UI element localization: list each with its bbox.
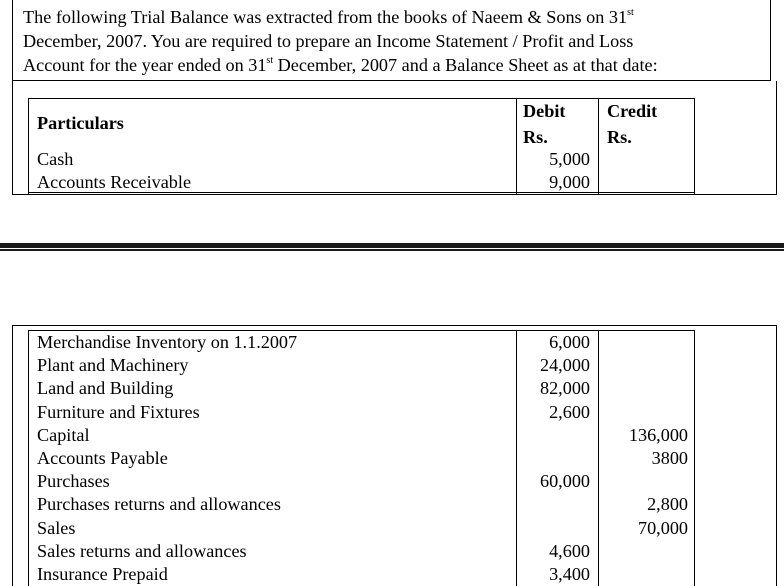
row-debit: 60,000 — [539, 471, 590, 492]
row-particular: Accounts Receivable — [37, 172, 192, 192]
row-debit: 82,000 — [539, 378, 590, 399]
table-left-border — [28, 98, 29, 194]
credit-column-divider — [598, 98, 599, 194]
row-particular: Purchases returns and allowances — [37, 494, 281, 515]
table2-left-border — [28, 330, 29, 586]
row-credit: 3800 — [651, 448, 688, 468]
row-particular: Merchandise Inventory on 1.1.2007 — [37, 332, 298, 352]
header-debit-unit: Rs. — [523, 127, 548, 147]
row-debit: 3,400 — [549, 564, 590, 584]
row-particular: Insurance Prepaid — [37, 564, 168, 584]
intro-line-2: December, 2007. You are required to prepare an Income Statement / Profit and Loss — [23, 31, 634, 51]
intro-line-3-tail: December, 2007 and a Balance Sheet as at that date: — [273, 55, 658, 75]
intro-line-1-text: The following Trial Balance was extracted from the books of Naeem & Sons on 31 — [23, 7, 628, 27]
row-debit: 24,000 — [539, 355, 590, 376]
row-particular: Cash — [37, 149, 74, 169]
table-right-border — [694, 98, 695, 194]
intro-line-3 — [23, 53, 762, 77]
page-break-thin — [0, 249, 784, 251]
row-debit: 2,600 — [549, 401, 590, 422]
row-particular: Purchases — [37, 471, 110, 492]
table-top-border — [28, 98, 695, 99]
header-credit: Credit — [607, 101, 658, 121]
row-particular: Capital — [37, 424, 90, 445]
header-debit: Debit — [523, 101, 566, 121]
row-particular: Furniture and Fixtures — [37, 401, 200, 422]
header-particulars: Particulars — [37, 113, 124, 133]
row-credit: 2,800 — [647, 494, 688, 515]
row-particular: Sales — [37, 517, 76, 538]
row-credit: 70,000 — [637, 517, 688, 538]
row-debit: 9,000 — [549, 172, 590, 192]
row-particular: Sales returns and allowances — [37, 540, 247, 561]
page-break-thick — [0, 243, 784, 248]
header-credit-unit: Rs. — [607, 127, 632, 147]
row-credit: 136,000 — [628, 424, 688, 445]
row-particular: Accounts Payable — [37, 448, 168, 468]
row-particular: Land and Building — [37, 378, 174, 399]
intro-line-1 — [23, 5, 762, 29]
row-debit: 4,600 — [549, 540, 590, 561]
row-debit: 5,000 — [549, 149, 590, 169]
table2-right-border — [694, 330, 695, 586]
intro-paragraph — [12, 0, 771, 81]
row-particular: Plant and Machinery — [37, 355, 189, 376]
intro-line-3-text: Account for the year ended on 31 — [23, 55, 267, 75]
intro-line-1-sup: st — [627, 7, 634, 18]
row-debit: 6,000 — [549, 332, 590, 352]
intro-line-3-sup: st — [266, 55, 274, 66]
